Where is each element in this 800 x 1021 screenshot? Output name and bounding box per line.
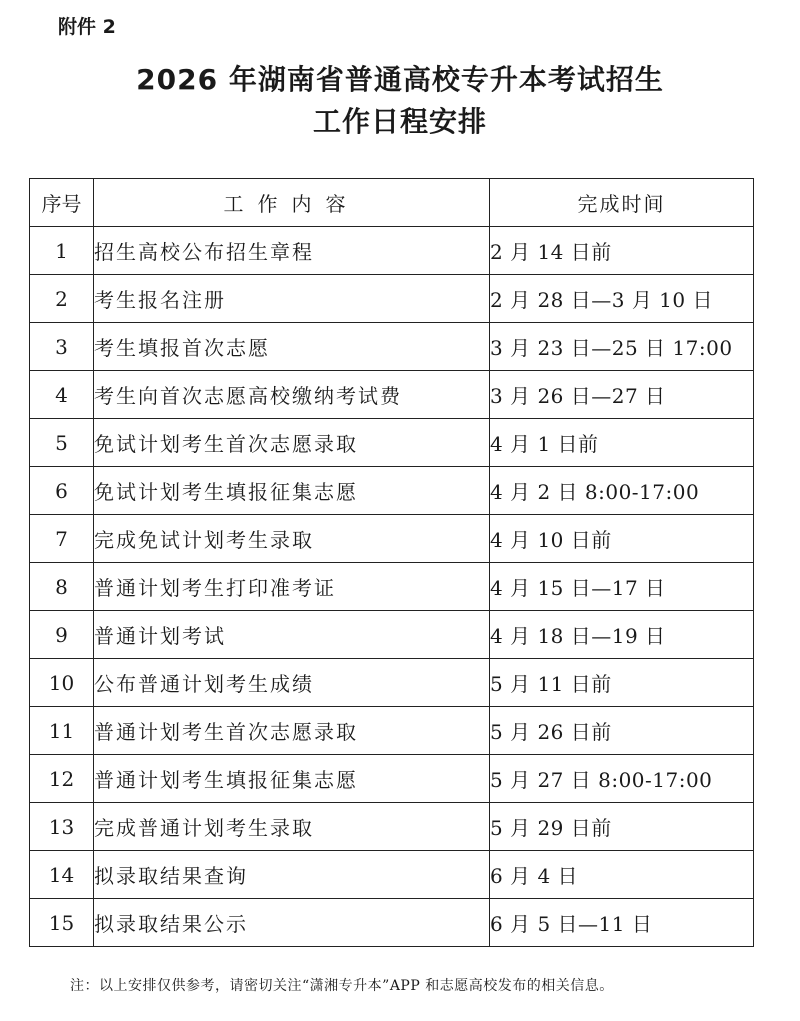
row-number: 14 xyxy=(30,851,94,899)
table-row xyxy=(30,467,754,515)
row-content: 招生高校公布招生章程 xyxy=(94,227,490,275)
row-content: 考生报名注册 xyxy=(94,275,490,323)
row-time: 6 月 4 日 xyxy=(490,851,754,899)
row-time: 4 月 2 日 8:00-17:00 xyxy=(490,467,754,515)
row-time: 5 月 26 日前 xyxy=(490,707,754,755)
row-content: 公布普通计划考生成绩 xyxy=(94,659,490,707)
table-header-row xyxy=(30,179,754,227)
row-number: 3 xyxy=(30,323,94,371)
row-number: 6 xyxy=(30,467,94,515)
row-number: 2 xyxy=(30,275,94,323)
row-content: 普通计划考生填报征集志愿 xyxy=(94,755,490,803)
row-content: 考生填报首次志愿 xyxy=(94,323,490,371)
row-number: 4 xyxy=(30,371,94,419)
row-number: 10 xyxy=(30,659,94,707)
row-number: 11 xyxy=(30,707,94,755)
table-row xyxy=(30,563,754,611)
schedule-table xyxy=(29,178,754,947)
row-number: 1 xyxy=(30,227,94,275)
row-content: 拟录取结果查询 xyxy=(94,851,490,899)
table-row xyxy=(30,371,754,419)
row-number: 7 xyxy=(30,515,94,563)
header-sequence: 序号 xyxy=(30,179,94,227)
row-content: 考生向首次志愿高校缴纳考试费 xyxy=(94,371,490,419)
row-content: 普通计划考试 xyxy=(94,611,490,659)
row-time: 5 月 29 日前 xyxy=(490,803,754,851)
table-row xyxy=(30,899,754,947)
row-time: 5 月 27 日 8:00-17:00 xyxy=(490,755,754,803)
table-row xyxy=(30,755,754,803)
table-row xyxy=(30,275,754,323)
row-time: 2 月 14 日前 xyxy=(490,227,754,275)
row-number: 8 xyxy=(30,563,94,611)
document-subtitle: 工作日程安排 xyxy=(312,105,487,138)
header-work-content: 工作内容 xyxy=(94,179,490,227)
table-row xyxy=(30,515,754,563)
row-content: 免试计划考生填报征集志愿 xyxy=(94,467,490,515)
table-row xyxy=(30,659,754,707)
row-number: 9 xyxy=(30,611,94,659)
table-row xyxy=(30,803,754,851)
table-row xyxy=(30,323,754,371)
table-row xyxy=(30,707,754,755)
footnote: 注：以上安排仅供参考，请密切关注“潇湘专升本”APP 和志愿高校发布的相关信息。 xyxy=(70,978,614,994)
row-content: 普通计划考生打印准考证 xyxy=(94,563,490,611)
row-time: 4 月 18 日—19 日 xyxy=(490,611,754,659)
row-time: 2 月 28 日—3 月 10 日 xyxy=(490,275,754,323)
row-time: 3 月 26 日—27 日 xyxy=(490,371,754,419)
row-content: 完成免试计划考生录取 xyxy=(94,515,490,563)
table-row xyxy=(30,227,754,275)
row-number: 13 xyxy=(30,803,94,851)
table-row xyxy=(30,611,754,659)
row-time: 3 月 23 日—25 日 17:00 xyxy=(490,323,754,371)
document-title: 2026 年湖南省普通高校专升本考试招生 xyxy=(136,63,664,96)
row-number: 12 xyxy=(30,755,94,803)
table-row xyxy=(30,419,754,467)
row-content: 完成普通计划考生录取 xyxy=(94,803,490,851)
row-content: 免试计划考生首次志愿录取 xyxy=(94,419,490,467)
row-time: 6 月 5 日—11 日 xyxy=(490,899,754,947)
row-number: 5 xyxy=(30,419,94,467)
row-time: 4 月 10 日前 xyxy=(490,515,754,563)
row-time: 4 月 15 日—17 日 xyxy=(490,563,754,611)
table-row xyxy=(30,851,754,899)
row-content: 拟录取结果公示 xyxy=(94,899,490,947)
row-number: 15 xyxy=(30,899,94,947)
row-content: 普通计划考生首次志愿录取 xyxy=(94,707,490,755)
row-time: 5 月 11 日前 xyxy=(490,659,754,707)
header-completion-time: 完成时间 xyxy=(490,179,754,227)
row-time: 4 月 1 日前 xyxy=(490,419,754,467)
attachment-label: 附件 2 xyxy=(58,16,116,38)
